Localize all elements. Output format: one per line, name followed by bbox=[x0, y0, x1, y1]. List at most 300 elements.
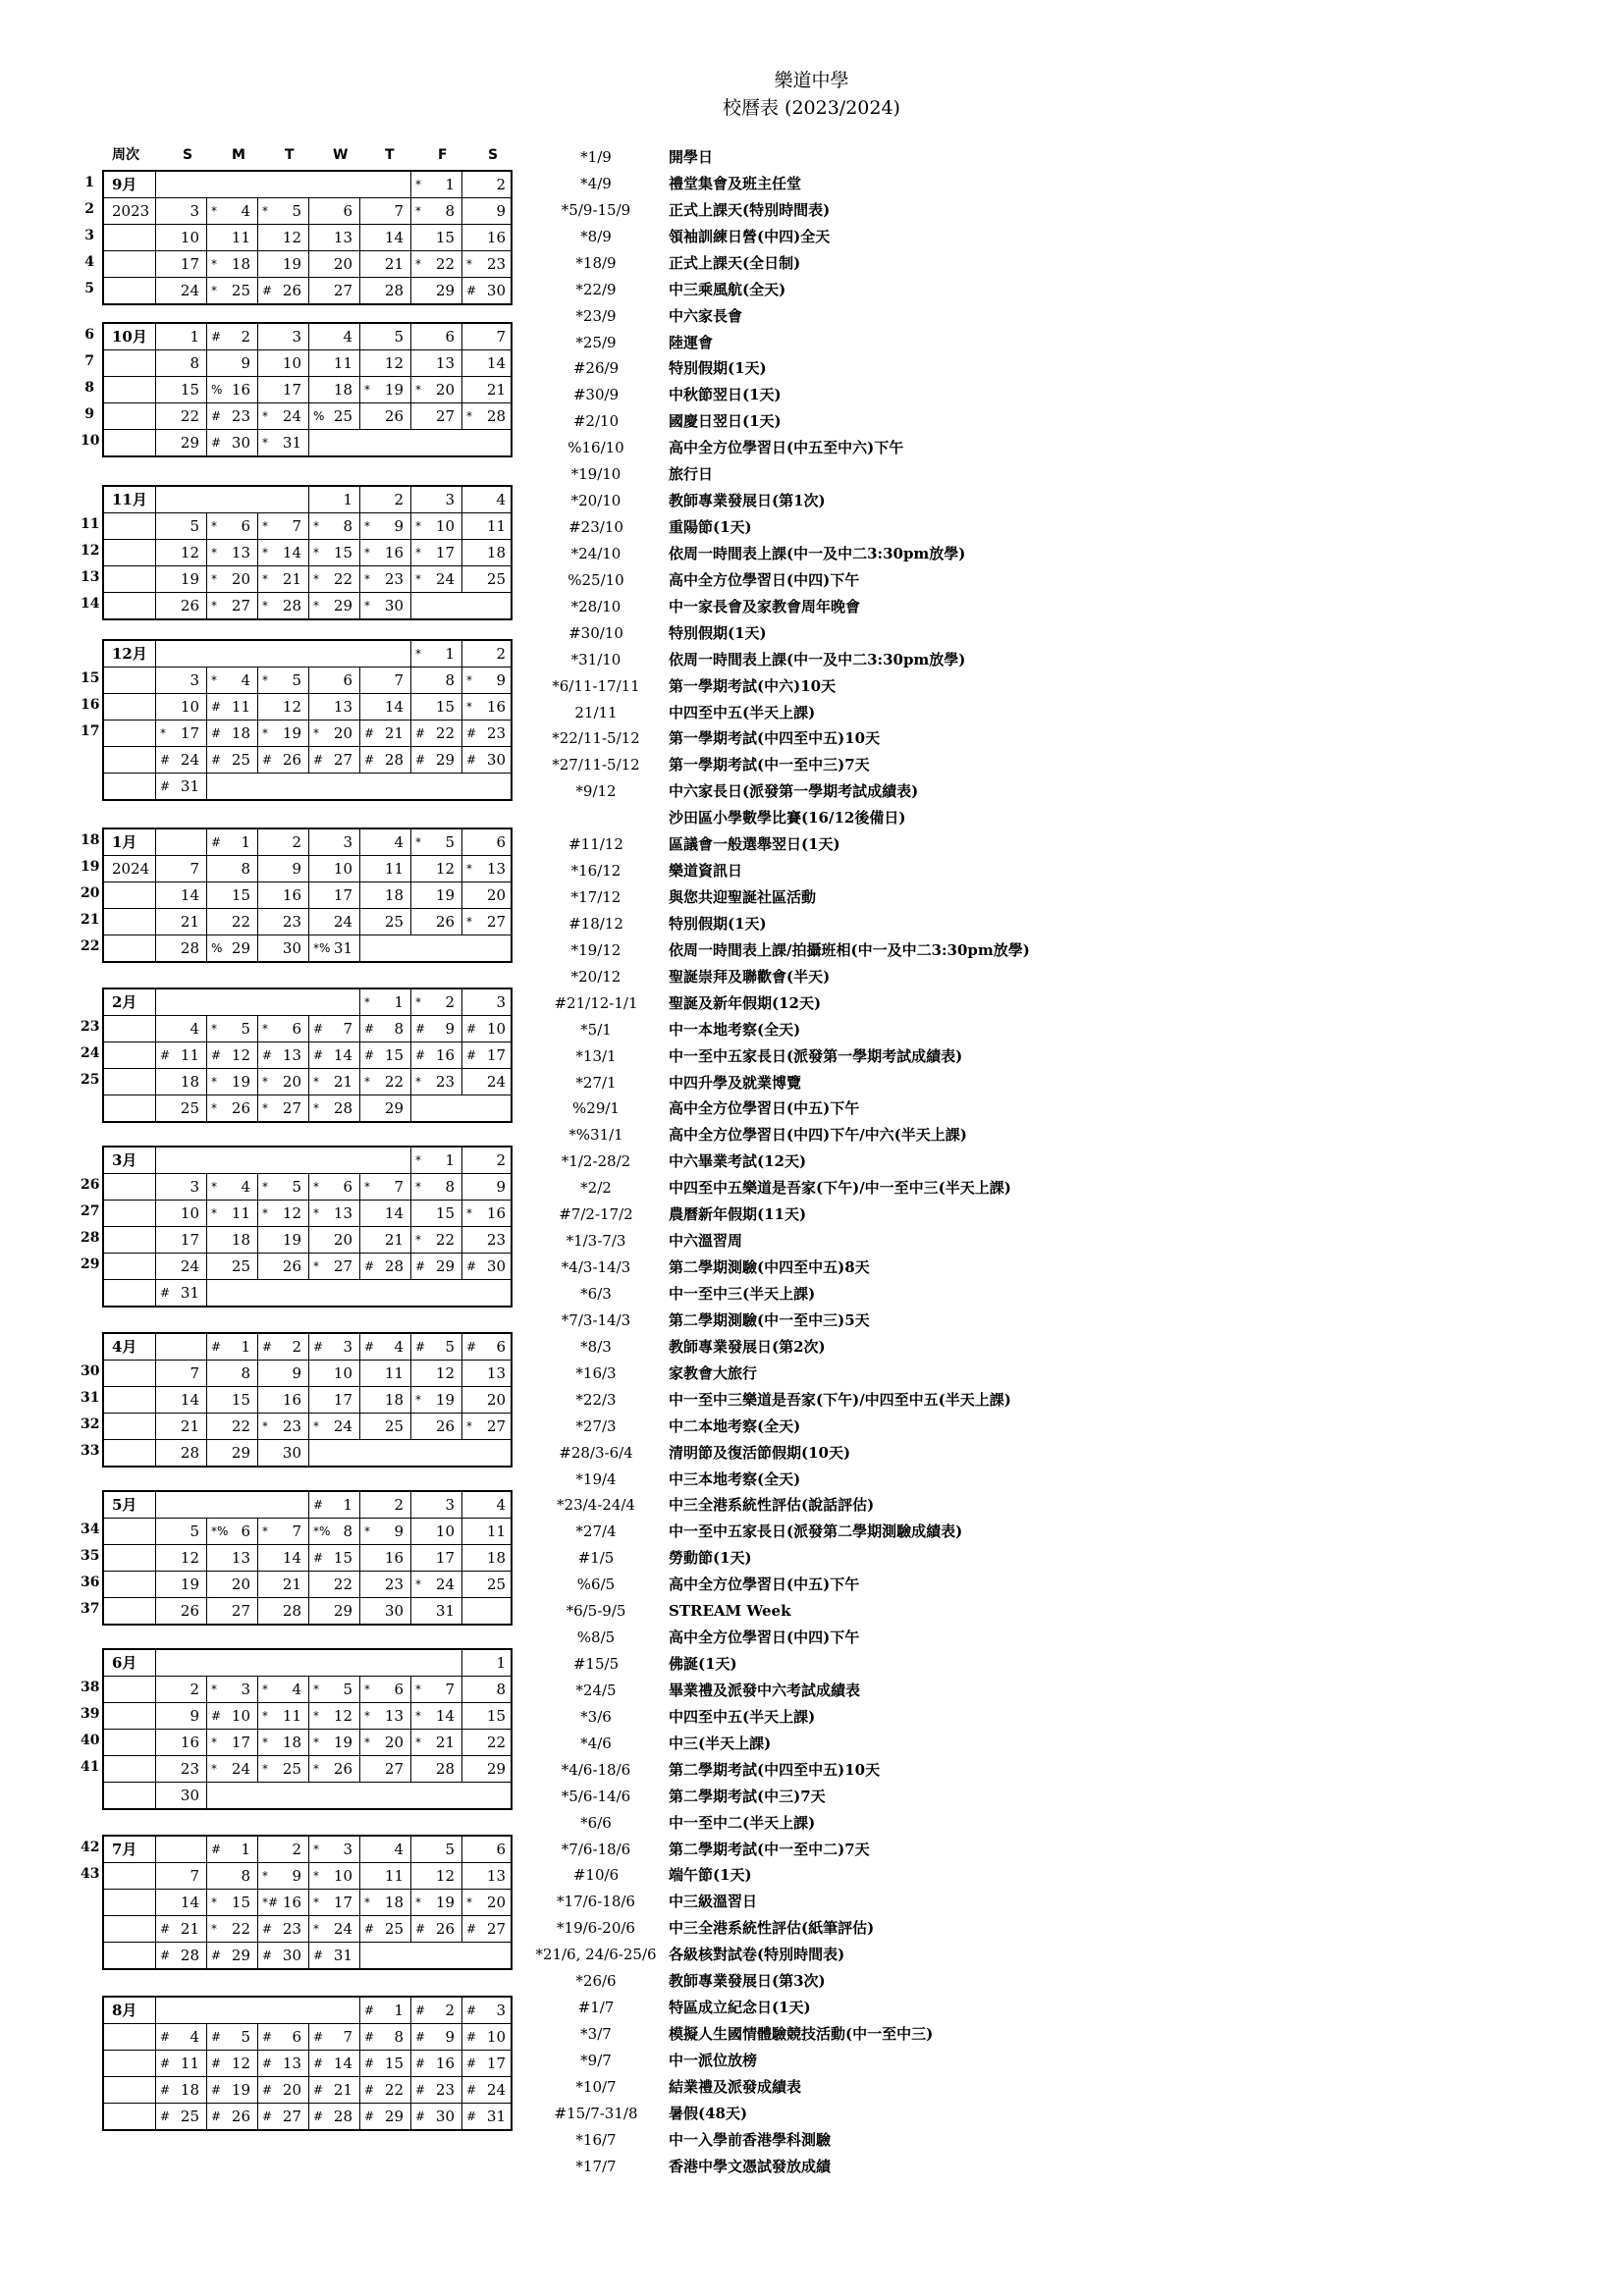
day-number: 17 bbox=[333, 1894, 352, 1911]
week-row bbox=[104, 1782, 511, 1808]
day-number: 17 bbox=[435, 544, 455, 561]
day-cell bbox=[206, 1387, 257, 1413]
day-cell bbox=[359, 1016, 410, 1041]
day-cell bbox=[155, 1756, 206, 1782]
day-number: 15 bbox=[231, 1894, 250, 1911]
day-number: 26 bbox=[180, 1602, 199, 1620]
day-cell bbox=[257, 1890, 308, 1915]
empty-cell bbox=[206, 989, 257, 1015]
week-row bbox=[104, 565, 511, 592]
day-cell bbox=[410, 1837, 461, 1862]
day-number: 19 bbox=[282, 1231, 301, 1249]
empty-cell bbox=[257, 641, 308, 667]
day-marker: * bbox=[415, 1180, 421, 1194]
event-date: *4/9 bbox=[580, 174, 612, 192]
day-marker: # bbox=[466, 1048, 477, 1062]
day-number: 2 bbox=[292, 833, 301, 851]
day-cell bbox=[257, 2077, 308, 2103]
day-cell bbox=[206, 721, 257, 746]
day-cell bbox=[155, 350, 206, 376]
day-number: 2 bbox=[394, 491, 404, 508]
day-marker: * bbox=[262, 572, 268, 586]
day-cell bbox=[308, 324, 359, 349]
week-row bbox=[104, 667, 511, 693]
event-date: *19/12 bbox=[570, 940, 622, 959]
empty-cell bbox=[359, 935, 410, 961]
event-date: *20/12 bbox=[570, 967, 622, 986]
day-number: 30 bbox=[282, 1947, 301, 1964]
day-cell bbox=[206, 1440, 257, 1466]
event-description: 中一至中二(半天上課) bbox=[669, 1813, 816, 1832]
day-cell bbox=[155, 278, 206, 303]
week-number: 23 bbox=[81, 1019, 100, 1035]
week-row bbox=[104, 1915, 511, 1942]
day-number: 26 bbox=[435, 1920, 455, 1938]
day-number: 2 bbox=[189, 1681, 199, 1698]
week-row bbox=[104, 934, 511, 961]
day-cell bbox=[308, 1227, 359, 1253]
day-number: 21 bbox=[333, 2081, 352, 2099]
week-number: 32 bbox=[81, 1416, 100, 1432]
day-number: 15 bbox=[333, 544, 352, 561]
day-number: 10 bbox=[486, 1020, 506, 1038]
day-number: 22 bbox=[435, 724, 455, 742]
day-number: 4 bbox=[496, 1496, 506, 1514]
week-row bbox=[104, 1334, 511, 1360]
event-description: 勞動節(1天) bbox=[669, 1549, 752, 1568]
day-number: 18 bbox=[231, 255, 250, 273]
day-number: 4 bbox=[394, 1338, 404, 1356]
day-number: 21 bbox=[384, 255, 404, 273]
week-number: 20 bbox=[81, 885, 100, 901]
day-marker: # bbox=[211, 726, 222, 740]
day-marker: * bbox=[262, 1735, 268, 1749]
day-marker: # bbox=[415, 2056, 426, 2070]
day-cell bbox=[308, 1334, 359, 1360]
day-cell bbox=[257, 1756, 308, 1782]
day-number: 23 bbox=[435, 1073, 455, 1091]
day-cell bbox=[155, 2024, 206, 2050]
day-cell bbox=[155, 1943, 206, 1968]
day-cell bbox=[206, 1201, 257, 1226]
event-date: *19/6-20/6 bbox=[557, 1919, 635, 1938]
event-date: *27/4 bbox=[575, 1522, 617, 1541]
day-number: 1 bbox=[343, 491, 352, 508]
day-number: 13 bbox=[435, 354, 455, 372]
day-cell bbox=[359, 566, 410, 592]
event-date: #26/9 bbox=[572, 359, 620, 378]
event-date: #7/2-17/2 bbox=[559, 1205, 633, 1224]
cell-divider bbox=[410, 1095, 411, 1121]
day-marker: * bbox=[415, 835, 421, 849]
day-number: 22 bbox=[333, 570, 352, 588]
day-marker: * bbox=[262, 673, 268, 687]
event-description: 結業禮及派發成績表 bbox=[669, 2077, 802, 2096]
day-marker: # bbox=[313, 1551, 324, 1565]
day-number: 7 bbox=[394, 671, 404, 689]
day-number: 26 bbox=[384, 407, 404, 425]
day-number: 22 bbox=[435, 255, 455, 273]
day-number: 19 bbox=[435, 1391, 455, 1409]
day-marker: # bbox=[364, 1340, 375, 1354]
day-number: 23 bbox=[384, 1575, 404, 1593]
day-marker: # bbox=[466, 1340, 477, 1354]
day-cell bbox=[206, 1042, 257, 1068]
day-cell bbox=[257, 1174, 308, 1200]
day-cell bbox=[308, 1492, 359, 1518]
day-number: 3 bbox=[189, 671, 199, 689]
event-description: 中三本地考察(全天) bbox=[669, 1469, 801, 1488]
day-number: 12 bbox=[435, 1867, 455, 1885]
day-marker: # bbox=[313, 1022, 324, 1036]
day-number: 29 bbox=[333, 1602, 352, 1620]
day-cell bbox=[155, 935, 206, 961]
day-number: 20 bbox=[333, 724, 352, 742]
day-marker: * bbox=[466, 1206, 472, 1220]
day-marker: * bbox=[415, 1075, 421, 1089]
day-number: 23 bbox=[486, 724, 506, 742]
day-number: 5 bbox=[445, 1338, 455, 1356]
day-number: 20 bbox=[384, 1734, 404, 1751]
event-description: 中六畢業考試(12天) bbox=[669, 1152, 807, 1171]
day-number: 1 bbox=[394, 2002, 404, 2019]
day-number: 1 bbox=[394, 993, 404, 1011]
day-cell bbox=[155, 2051, 206, 2076]
month-table bbox=[102, 322, 513, 457]
week-row bbox=[104, 1279, 511, 1306]
event-description: 中秋節翌日(1天) bbox=[669, 386, 782, 404]
day-number: 2 bbox=[496, 1151, 506, 1169]
week-number: 2 bbox=[84, 201, 94, 217]
day-marker: * bbox=[364, 1180, 370, 1194]
week-row bbox=[104, 1571, 511, 1597]
event-date: %25/10 bbox=[568, 570, 624, 589]
day-marker: * bbox=[313, 572, 319, 586]
day-marker: # bbox=[364, 753, 375, 767]
day-number: 7 bbox=[394, 202, 404, 220]
day-heading-mon: M bbox=[232, 147, 245, 163]
day-marker: # bbox=[160, 2083, 171, 2097]
day-cell bbox=[410, 1069, 461, 1095]
day-cell bbox=[206, 403, 257, 429]
day-cell bbox=[155, 1519, 206, 1544]
day-number: 7 bbox=[394, 1178, 404, 1196]
day-marker: % bbox=[211, 941, 223, 955]
month-table bbox=[102, 828, 513, 963]
week-number: 7 bbox=[84, 353, 94, 369]
day-number: 6 bbox=[292, 1020, 301, 1038]
day-number: 29 bbox=[231, 1947, 250, 1964]
day-cell bbox=[155, 1890, 206, 1915]
week-row bbox=[104, 720, 511, 746]
day-number: 6 bbox=[496, 1338, 506, 1356]
day-number: 31 bbox=[486, 2108, 506, 2125]
day-cell bbox=[308, 1677, 359, 1702]
event-description: 第一學期考試(中四至中五)10天 bbox=[669, 729, 881, 748]
day-number: 18 bbox=[333, 381, 352, 399]
day-cell bbox=[359, 1042, 410, 1068]
day-cell bbox=[410, 1414, 461, 1439]
day-number: 3 bbox=[189, 1178, 199, 1196]
day-number: 13 bbox=[231, 544, 250, 561]
day-number: 27 bbox=[384, 1760, 404, 1778]
event-date: *16/7 bbox=[575, 2130, 617, 2149]
day-cell bbox=[206, 566, 257, 592]
day-number: 26 bbox=[435, 1417, 455, 1435]
day-cell bbox=[410, 1387, 461, 1413]
empty-cell bbox=[206, 641, 257, 667]
day-cell bbox=[308, 1254, 359, 1279]
day-cell bbox=[206, 540, 257, 565]
day-number: 1 bbox=[189, 328, 199, 346]
day-number: 10 bbox=[180, 229, 199, 246]
day-number: 5 bbox=[189, 1522, 199, 1540]
day-marker: * bbox=[466, 700, 472, 714]
day-marker: * bbox=[364, 1524, 370, 1538]
day-number: 1 bbox=[343, 1496, 352, 1514]
day-cell bbox=[206, 1227, 257, 1253]
day-marker: * bbox=[211, 599, 217, 613]
day-marker: * bbox=[211, 204, 217, 218]
day-number: 27 bbox=[231, 597, 250, 614]
day-number: 16 bbox=[435, 1046, 455, 1064]
event-date: *6/3 bbox=[580, 1284, 612, 1303]
day-number: 23 bbox=[282, 1920, 301, 1938]
week-number: 8 bbox=[84, 380, 94, 396]
day-marker: # bbox=[466, 284, 477, 297]
event-date: #30/9 bbox=[572, 386, 620, 404]
event-date: *1/3-7/3 bbox=[566, 1232, 626, 1251]
day-cell bbox=[155, 1572, 206, 1597]
day-marker: # bbox=[313, 2030, 324, 2044]
event-description: 模擬人生國情體驗競技活動(中一至中三) bbox=[669, 2025, 934, 2044]
day-cell bbox=[206, 829, 257, 855]
empty-cell bbox=[206, 487, 257, 512]
day-cell bbox=[359, 694, 410, 720]
week-number: 33 bbox=[81, 1443, 100, 1459]
day-number: 23 bbox=[435, 2081, 455, 2099]
event-date: *6/11-17/11 bbox=[552, 676, 640, 695]
day-marker: * bbox=[262, 1075, 268, 1089]
day-cell bbox=[359, 487, 410, 512]
day-marker: * bbox=[415, 383, 421, 397]
day-cell bbox=[461, 324, 513, 349]
day-cell bbox=[461, 2077, 513, 2103]
day-number: 16 bbox=[384, 1549, 404, 1567]
day-cell bbox=[461, 487, 513, 512]
event-date: *9/12 bbox=[575, 782, 617, 801]
week-row bbox=[104, 1676, 511, 1702]
day-number: 7 bbox=[189, 1364, 199, 1382]
day-cell bbox=[359, 856, 410, 881]
day-number: 30 bbox=[384, 597, 404, 614]
day-number: 13 bbox=[333, 698, 352, 716]
day-number: 30 bbox=[180, 1787, 199, 1804]
day-number: 20 bbox=[486, 886, 506, 904]
day-cell bbox=[308, 593, 359, 618]
day-marker: # bbox=[364, 1922, 375, 1936]
day-cell bbox=[155, 856, 206, 881]
day-marker: *% bbox=[313, 941, 331, 955]
week-row bbox=[104, 349, 511, 376]
day-cell bbox=[461, 251, 513, 277]
day-number: 16 bbox=[231, 381, 250, 399]
day-cell bbox=[461, 1703, 513, 1729]
day-number: 5 bbox=[445, 833, 455, 851]
day-cell bbox=[308, 566, 359, 592]
event-description: 高中全方位學習日(中四)下午 bbox=[669, 1629, 860, 1647]
day-number: 27 bbox=[333, 282, 352, 299]
day-marker: # bbox=[160, 753, 171, 767]
week-row bbox=[104, 402, 511, 429]
day-number: 17 bbox=[180, 1231, 199, 1249]
day-cell bbox=[410, 540, 461, 565]
day-heading-wed: W bbox=[333, 147, 349, 163]
day-marker: * bbox=[313, 1869, 319, 1883]
empty-cell bbox=[257, 1650, 308, 1676]
day-marker: * bbox=[313, 1896, 319, 1909]
day-marker: * bbox=[415, 995, 421, 1009]
day-number: 6 bbox=[394, 1681, 404, 1698]
day-marker: * bbox=[466, 1419, 472, 1433]
empty-cell bbox=[461, 430, 513, 455]
day-marker: * bbox=[211, 1075, 217, 1089]
week-number: 29 bbox=[81, 1256, 100, 1272]
day-marker: * bbox=[211, 1735, 217, 1749]
empty-cell bbox=[308, 774, 359, 799]
day-cell bbox=[308, 1201, 359, 1226]
day-number: 30 bbox=[486, 1257, 506, 1275]
day-number: 23 bbox=[180, 1760, 199, 1778]
day-cell bbox=[461, 747, 513, 773]
event-date: *19/10 bbox=[570, 465, 622, 484]
day-marker: # bbox=[466, 2109, 477, 2123]
day-number: 2 bbox=[445, 993, 455, 1011]
day-cell bbox=[206, 251, 257, 277]
day-cell bbox=[155, 225, 206, 250]
day-cell bbox=[410, 1677, 461, 1702]
day-number: 30 bbox=[435, 2108, 455, 2125]
day-cell bbox=[410, 251, 461, 277]
day-marker: * bbox=[364, 572, 370, 586]
week-row bbox=[104, 829, 511, 855]
day-cell bbox=[359, 1703, 410, 1729]
empty-cell bbox=[410, 593, 461, 618]
day-cell bbox=[461, 2104, 513, 2129]
day-cell bbox=[206, 430, 257, 455]
event-date: 21/11 bbox=[574, 703, 618, 721]
day-cell bbox=[206, 377, 257, 402]
day-cell bbox=[257, 829, 308, 855]
day-number: 16 bbox=[282, 1894, 301, 1911]
day-number: 14 bbox=[180, 1391, 199, 1409]
day-number: 11 bbox=[384, 1364, 404, 1382]
empty-cell bbox=[206, 172, 257, 197]
day-cell bbox=[155, 667, 206, 693]
day-cell bbox=[155, 1598, 206, 1624]
day-cell bbox=[257, 1863, 308, 1889]
week-row bbox=[104, 989, 511, 1015]
day-cell bbox=[461, 1334, 513, 1360]
week-number: 16 bbox=[81, 697, 100, 713]
day-number: 20 bbox=[333, 1231, 352, 1249]
event-description: 中四至中五樂道是吾家(下午)/中一至中三(半天上課) bbox=[669, 1179, 1011, 1198]
event-description: 第一學期考試(中六)10天 bbox=[669, 676, 837, 695]
day-number: 25 bbox=[384, 913, 404, 931]
day-marker: * bbox=[211, 1762, 217, 1776]
day-cell bbox=[359, 2077, 410, 2103]
day-marker: * bbox=[364, 995, 370, 1009]
day-cell bbox=[257, 1730, 308, 1755]
day-number: 20 bbox=[486, 1894, 506, 1911]
day-cell bbox=[155, 909, 206, 934]
week-number: 5 bbox=[84, 281, 94, 296]
event-date: *2/2 bbox=[580, 1179, 612, 1198]
day-number: 30 bbox=[231, 434, 250, 452]
day-heading-sat: S bbox=[488, 147, 499, 163]
day-cell bbox=[410, 1545, 461, 1571]
event-description: 中三(半天上課) bbox=[669, 1734, 772, 1752]
day-marker: * bbox=[262, 519, 268, 533]
month-table bbox=[102, 988, 513, 1123]
week-row bbox=[104, 512, 511, 539]
day-number: 13 bbox=[384, 1707, 404, 1725]
week-number: 36 bbox=[81, 1575, 100, 1590]
day-cell bbox=[308, 747, 359, 773]
event-date: *7/6-18/6 bbox=[561, 1840, 631, 1858]
day-number: 30 bbox=[282, 939, 301, 957]
day-marker: * bbox=[313, 1206, 319, 1220]
week-row bbox=[104, 429, 511, 455]
week-number: 41 bbox=[81, 1759, 100, 1775]
day-marker: * bbox=[262, 204, 268, 218]
day-number: 8 bbox=[241, 1867, 250, 1885]
day-number: 30 bbox=[384, 1602, 404, 1620]
event-date: #23/10 bbox=[568, 518, 623, 537]
day-cell bbox=[155, 1730, 206, 1755]
day-cell bbox=[155, 1387, 206, 1413]
day-number: 15 bbox=[231, 886, 250, 904]
week-row bbox=[104, 1837, 511, 1862]
day-cell bbox=[461, 1998, 513, 2023]
day-cell bbox=[155, 1016, 206, 1041]
day-cell bbox=[410, 1042, 461, 1068]
event-date: *4/6-18/6 bbox=[561, 1760, 631, 1779]
week-row bbox=[104, 1998, 511, 2023]
event-description: 佛誕(1天) bbox=[669, 1655, 737, 1673]
day-cell bbox=[308, 1916, 359, 1942]
day-cell bbox=[410, 721, 461, 746]
day-cell bbox=[257, 1254, 308, 1279]
event-description: 國慶日翌日(1天) bbox=[669, 412, 782, 431]
day-marker: * bbox=[211, 257, 217, 271]
day-marker: # bbox=[211, 1842, 222, 1856]
day-number: 18 bbox=[180, 1073, 199, 1091]
day-marker: * bbox=[313, 1709, 319, 1723]
day-number: 27 bbox=[333, 751, 352, 769]
day-cell bbox=[359, 1387, 410, 1413]
day-marker: # bbox=[211, 409, 222, 423]
event-date: *22/3 bbox=[575, 1390, 617, 1409]
event-description: 正式上課天(全日制) bbox=[669, 253, 801, 272]
day-number: 15 bbox=[384, 1046, 404, 1064]
day-number: 20 bbox=[333, 255, 352, 273]
event-date: *3/7 bbox=[580, 2025, 612, 2044]
day-cell bbox=[206, 1519, 257, 1544]
month-table bbox=[102, 170, 513, 305]
day-marker: # bbox=[364, 1048, 375, 1062]
day-cell bbox=[410, 1703, 461, 1729]
